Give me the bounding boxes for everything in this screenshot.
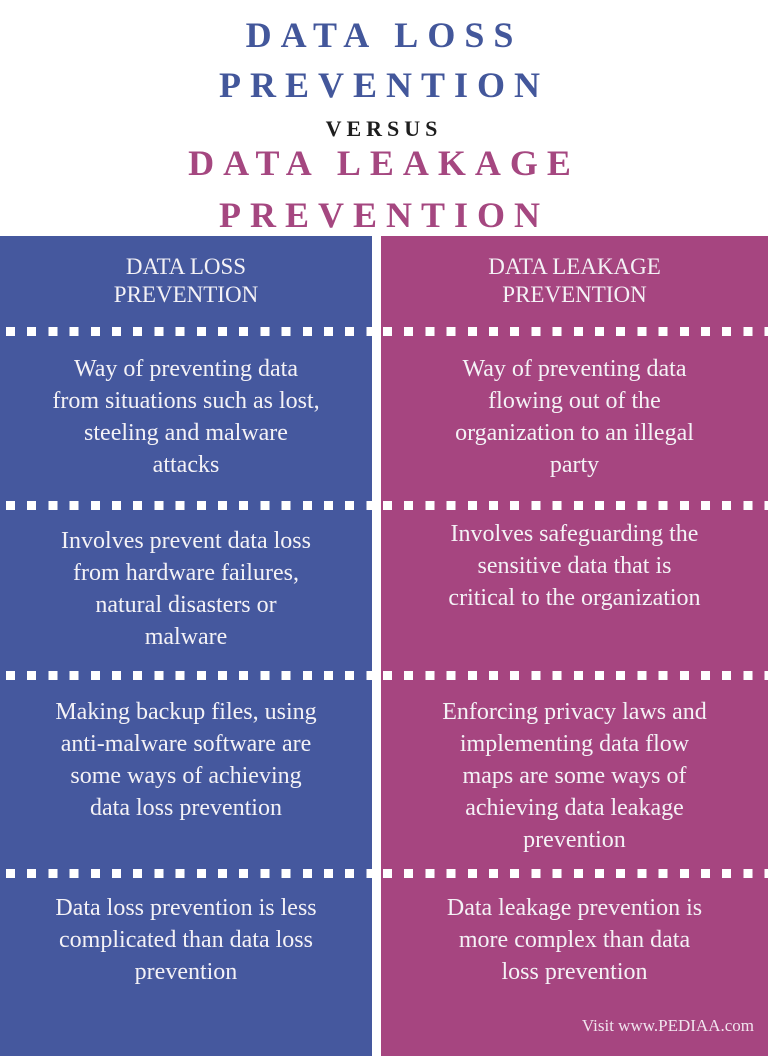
text-line: complicated than data loss (59, 927, 313, 953)
dotted-divider (6, 500, 372, 512)
text-line: maps are some ways of (462, 763, 687, 789)
text-line: Data leakage prevention is (446, 895, 703, 921)
text-line: achieving data leakage (465, 795, 684, 821)
text-line: anti-malware software are (60, 731, 312, 757)
comparison-cell (381, 684, 768, 864)
comparison-cell (0, 342, 372, 492)
comparison-cell (0, 892, 372, 992)
text-line: loss prevention (501, 959, 648, 985)
text-line: Enforcing privacy laws and (442, 699, 707, 725)
text-line: Involves safeguarding the (450, 521, 699, 547)
title-line-1: DATA LOSS (245, 15, 523, 55)
text-line: prevention (134, 959, 238, 985)
comparison-cell (0, 514, 372, 664)
title-versus: VERSUS (325, 116, 443, 141)
comparison-cell (0, 684, 372, 834)
text-line: implementing data flow (459, 731, 690, 757)
title-line-3: DATA LEAKAGE (188, 143, 580, 183)
text-line: Data loss prevention is less (55, 895, 317, 921)
column-data-leakage-prevention (381, 236, 768, 1056)
text-line: Involves prevent data loss (61, 528, 311, 554)
text-line: party (549, 452, 600, 478)
text-line: sensitive data that is (477, 553, 672, 579)
source-credit: Visit www.PEDIAA.com (581, 1016, 754, 1035)
text-line: flowing out of the (488, 388, 661, 414)
dotted-divider (6, 670, 372, 682)
comparison-cell (381, 892, 768, 992)
dotted-divider (383, 500, 768, 512)
text-line: organization to an illegal (455, 420, 694, 446)
text-line: more complex than data (458, 927, 691, 953)
dotted-divider (6, 326, 372, 338)
text-line: Way of preventing data (462, 356, 687, 382)
dotted-divider (383, 670, 768, 682)
text-line: from hardware failures, (73, 560, 299, 586)
dotted-divider (6, 868, 372, 880)
title-line-2: PREVENTION (218, 65, 550, 105)
header-line: DATA LOSS (125, 254, 247, 279)
text-line: natural disasters or (95, 592, 277, 618)
text-line: from situations such as lost, (52, 388, 320, 414)
dotted-divider (383, 868, 768, 880)
header-line: DATA LEAKAGE (488, 254, 661, 279)
column-header (0, 250, 372, 312)
text-line: malware (144, 624, 228, 650)
column-data-loss-prevention (0, 236, 372, 1056)
column-header (381, 250, 768, 312)
text-line: Making backup files, using (55, 699, 317, 725)
comparison-cell (381, 518, 768, 628)
header-line: PREVENTION (113, 282, 259, 307)
text-line: attacks (152, 452, 220, 478)
comparison-cell (381, 342, 768, 492)
text-line: Way of preventing data (74, 356, 298, 382)
header-line: PREVENTION (502, 282, 647, 307)
title-line-4: PREVENTION (218, 195, 550, 235)
text-line: steeling and malware (84, 420, 288, 446)
text-line: some ways of achieving (70, 763, 302, 789)
text-line: critical to the organization (448, 585, 701, 611)
dotted-divider (383, 326, 768, 338)
text-line: data loss prevention (90, 795, 282, 821)
text-line: prevention (523, 827, 626, 853)
